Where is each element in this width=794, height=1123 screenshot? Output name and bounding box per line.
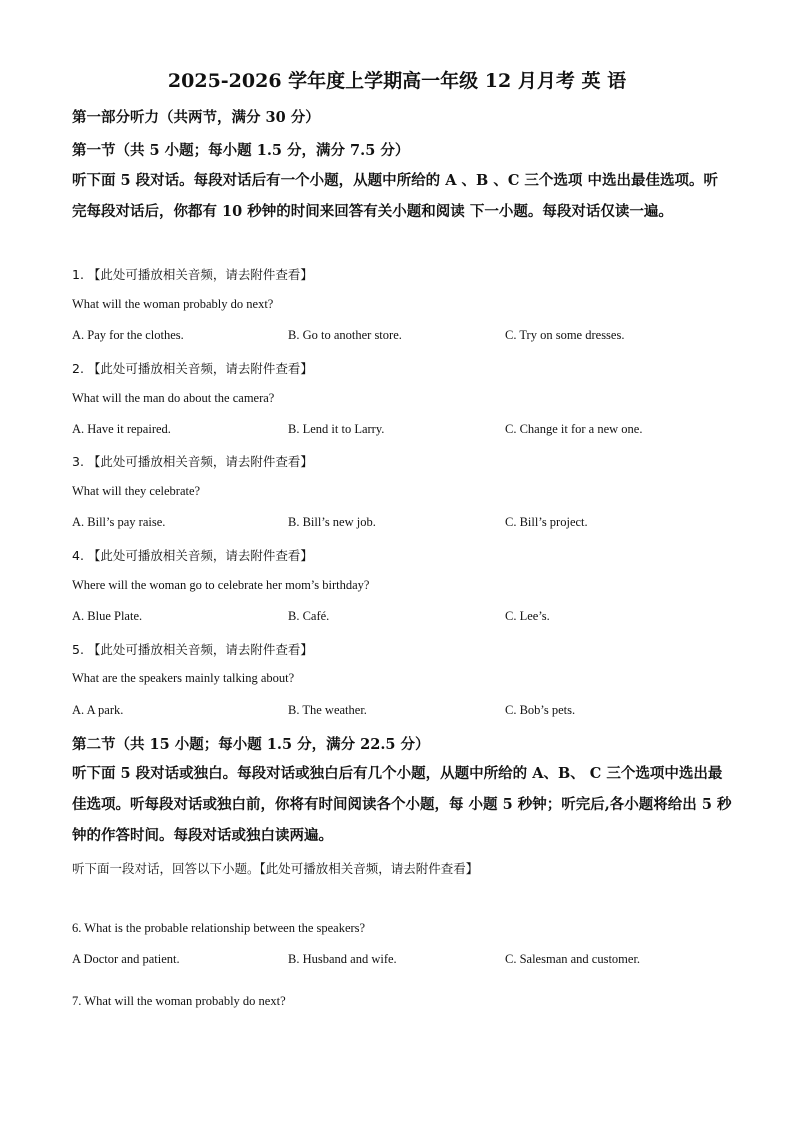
audio-placeholder-2[interactable]: 2. 【此处可播放相关音频，请去附件查看】 [72, 361, 313, 376]
question-2-option-a: A. Have it repaired. [72, 422, 171, 436]
question-2-option-b: B. Lend it to Larry. [288, 422, 385, 436]
dialogue-intro[interactable]: 听下面一段对话，回答以下小题。【此处可播放相关音频，请去附件查看】 [72, 861, 479, 876]
question-3-text: What will they celebrate? [72, 484, 201, 498]
question-4-text: Where will the woman go to celebrate her mom’s birthday? [72, 578, 370, 592]
section1-instructions: 听下面 5 段对话。每段对话后有一个小题，从题中所给的 A 、B 、C 三个选项 中选出最佳选项。听完每段对话后，你都有 10 秒钟的时间来回答有关小题和阅读 下一小题。每段对话仅读一遍。 [72, 172, 718, 220]
audio-placeholder-3[interactable]: 3. 【此处可播放相关音频，请去附件查看】 [72, 454, 313, 469]
audio-placeholder-4[interactable]: 4. 【此处可播放相关音频，请去附件查看】 [72, 548, 313, 563]
question-6-option-a: A Doctor and patient. [72, 952, 180, 966]
section2-instructions: 听下面 5 段对话或独白。每段对话或独白后有几个小题，从题中所给的 A、B、 C 三个选项中选出最佳选项。听每段对话或独白前，你将有时间阅读各个小题，每 小题 5 秒钟；听完后,各小题将给出 5 秒钟的作答时间。每段对话或独白读两遍。 [72, 765, 732, 844]
question-7-text: 7. What will the woman probably do next? [72, 994, 286, 1008]
question-3-option-a: A. Bill’s pay raise. [72, 515, 166, 529]
question-3-option-b: B. Bill’s new job. [288, 515, 376, 529]
audio-placeholder-1[interactable]: 1. 【此处可播放相关音频，请去附件查看】 [72, 267, 313, 282]
question-4-option-b: B. Café. [288, 609, 330, 623]
question-5-text: What are the speakers mainly talking about? [72, 671, 295, 685]
audio-placeholder-5[interactable]: 5. 【此处可播放相关音频，请去附件查看】 [72, 642, 313, 657]
question-1-option-a: A. Pay for the clothes. [72, 328, 184, 342]
question-2-option-c: C. Change it for a new one. [505, 422, 643, 436]
page-title: 2025-2026 学年度上学期高一年级 12 月月考 英 语 [167, 70, 627, 92]
question-3-option-c: C. Bill’s project. [505, 515, 588, 529]
question-4-option-a: A. Blue Plate. [72, 609, 143, 623]
part1-heading: 第一部分听力（共两节，满分 30 分） [72, 109, 320, 126]
section2-heading: 第二节（共 15 小题；每小题 1.5 分，满分 22.5 分） [72, 736, 430, 753]
question-5-option-b: B. The weather. [288, 703, 367, 717]
question-5-option-c: C. Bob’s pets. [505, 703, 576, 717]
question-1-text: What will the woman probably do next? [72, 297, 274, 311]
question-2-text: What will the man do about the camera? [72, 391, 275, 405]
question-4-option-c: C. Lee’s. [505, 609, 550, 623]
question-5-option-a: A. A park. [72, 703, 124, 717]
question-6-option-b: B. Husband and wife. [288, 952, 397, 966]
question-1-option-c: C. Try on some dresses. [505, 328, 625, 342]
question-1-option-b: B. Go to another store. [288, 328, 402, 342]
question-6-option-c: C. Salesman and customer. [505, 952, 641, 966]
section1-heading: 第一节（共 5 小题；每小题 1.5 分，满分 7.5 分） [72, 142, 410, 159]
question-6-text: 6. What is the probable relationship between the speakers? [72, 921, 366, 935]
